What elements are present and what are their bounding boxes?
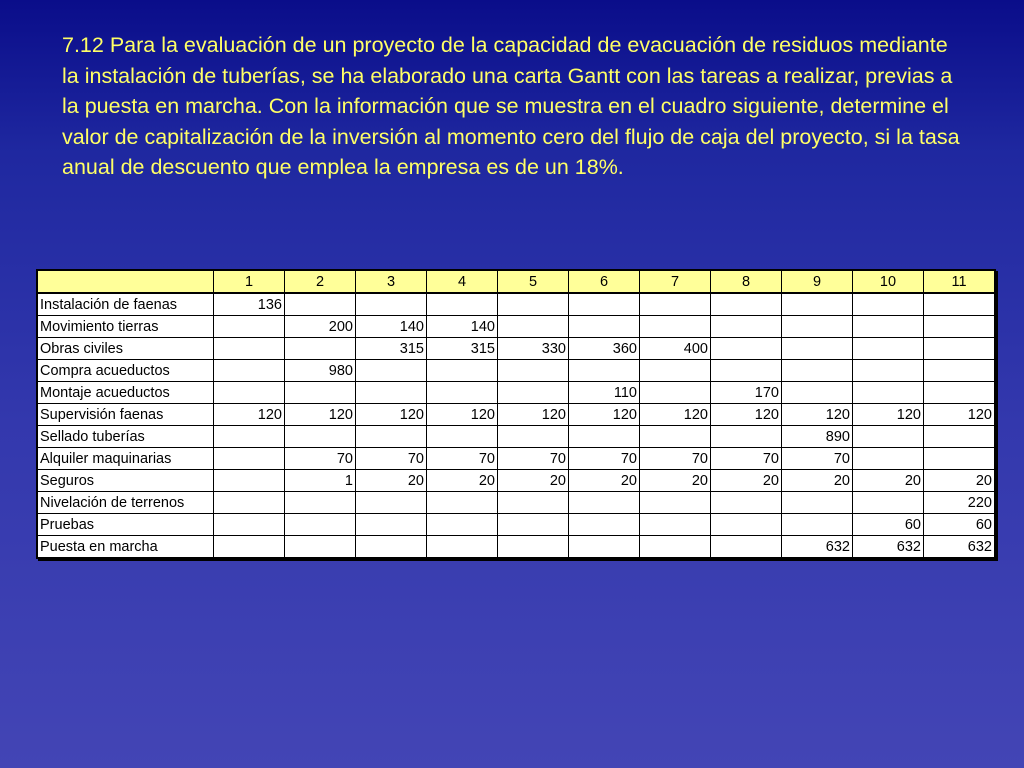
cost-cell: 120 [498,404,569,426]
cost-cell: 120 [640,404,711,426]
cost-cell: 400 [640,338,711,360]
cost-cell [569,293,640,316]
task-name: Compra acueductos [38,360,214,382]
cost-cell [285,293,356,316]
cost-cell [640,514,711,536]
cost-cell: 20 [924,470,995,492]
table-row [38,470,995,492]
period-header: 9 [782,271,853,294]
cost-cell: 120 [285,404,356,426]
cost-cell [711,338,782,360]
cost-cell: 20 [711,470,782,492]
cost-cell [214,360,285,382]
cost-cell [924,360,995,382]
cost-cell [640,293,711,316]
cost-cell [427,382,498,404]
cost-cell: 330 [498,338,569,360]
cost-cell: 70 [711,448,782,470]
cost-cell [498,293,569,316]
cost-cell [924,293,995,316]
cost-cell [285,514,356,536]
cost-cell: 70 [356,448,427,470]
cost-cell [427,514,498,536]
cost-cell [853,293,924,316]
cost-cell: 136 [214,293,285,316]
cost-cell [640,536,711,558]
cost-cell [924,426,995,448]
cost-cell [285,536,356,558]
cost-cell [498,426,569,448]
cost-cell: 140 [356,316,427,338]
cost-cell: 632 [782,536,853,558]
cost-cell [356,382,427,404]
cost-cell [711,360,782,382]
cost-cell: 315 [356,338,427,360]
cost-cell [285,382,356,404]
cost-cell [427,360,498,382]
cost-cell: 315 [427,338,498,360]
cost-cell [711,492,782,514]
cost-cell [356,360,427,382]
cost-cell: 110 [569,382,640,404]
cost-cell [782,316,853,338]
cost-cell [214,382,285,404]
cost-cell: 70 [285,448,356,470]
cost-cell [711,316,782,338]
cost-cell [640,426,711,448]
cost-cell: 60 [924,514,995,536]
cost-cell [356,293,427,316]
period-header: 2 [285,271,356,294]
period-header: 4 [427,271,498,294]
cost-cell [214,514,285,536]
cost-cell: 20 [640,470,711,492]
cost-cell: 200 [285,316,356,338]
cost-cell [214,448,285,470]
period-header: 6 [569,271,640,294]
cost-cell [214,536,285,558]
cost-cell [427,536,498,558]
cost-cell: 220 [924,492,995,514]
table-row [38,316,995,338]
table-row [38,536,995,558]
cost-cell: 980 [285,360,356,382]
period-header: 1 [214,271,285,294]
cost-cell [356,514,427,536]
cost-cell: 120 [853,404,924,426]
cost-cell [924,382,995,404]
cost-cell [782,492,853,514]
cost-cell [711,293,782,316]
cost-cell [782,360,853,382]
header-row [38,271,995,294]
cost-cell [782,382,853,404]
cost-cell: 60 [853,514,924,536]
period-header: 11 [924,271,995,294]
cost-cell [356,426,427,448]
cost-cell: 70 [498,448,569,470]
table-body [38,293,995,558]
period-header: 3 [356,271,427,294]
cost-cell: 20 [569,470,640,492]
cost-cell: 70 [782,448,853,470]
table-row [38,382,995,404]
cost-cell: 20 [356,470,427,492]
cost-cell [498,514,569,536]
cost-cell [427,492,498,514]
cost-cell [853,360,924,382]
cost-cell [569,426,640,448]
cost-cell [711,536,782,558]
task-name: Obras civiles [38,338,214,360]
cost-cell: 120 [214,404,285,426]
gantt-cost-table [36,269,996,559]
cost-cell: 120 [427,404,498,426]
cost-cell [214,338,285,360]
table-header [38,271,995,294]
task-name: Sellado tuberías [38,426,214,448]
task-name: Puesta en marcha [38,536,214,558]
cost-cell [214,470,285,492]
problem-statement: 7.12 Para la evaluación de un proyecto de la capacidad de evacuación de residuos mediante la instalación de tuberías, se ha elaborado una carta Gantt con las tareas a realizar, previas a la puesta en marcha. Con la información que se muestra en el cuadro siguiente, determine el valor de capitalización de la inversión al momento cero del flujo de caja del proyecto, si la tasa anual de descuento que emplea la empresa es de un 18%. [62,33,960,179]
cost-cell [853,382,924,404]
cost-cell: 70 [640,448,711,470]
cost-cell [569,492,640,514]
cost-cell: 70 [427,448,498,470]
task-name: Seguros [38,470,214,492]
table-row [38,338,995,360]
cost-cell [640,492,711,514]
cost-cell [285,338,356,360]
table-row [38,514,995,536]
cost-cell [356,492,427,514]
task-name: Pruebas [38,514,214,536]
cost-cell [853,448,924,470]
task-name: Alquiler maquinarias [38,448,214,470]
cost-cell: 1 [285,470,356,492]
cost-cell: 20 [427,470,498,492]
cost-cell [853,316,924,338]
cost-cell: 120 [782,404,853,426]
cost-cell [853,426,924,448]
cost-cell [853,338,924,360]
cost-cell [498,536,569,558]
cost-cell [711,514,782,536]
cost-cell: 890 [782,426,853,448]
cost-cell [498,360,569,382]
cost-cell [214,316,285,338]
task-name: Nivelación de terrenos [38,492,214,514]
cost-cell [285,492,356,514]
cost-cell [498,316,569,338]
table-row [38,360,995,382]
period-header: 7 [640,271,711,294]
cost-cell: 632 [853,536,924,558]
cost-cell [569,514,640,536]
cost-cell [640,382,711,404]
cost-cell: 120 [924,404,995,426]
cost-cell: 20 [498,470,569,492]
cost-cell: 120 [711,404,782,426]
cost-cell [498,382,569,404]
table-row [38,293,995,316]
cost-cell [924,316,995,338]
task-name: Montaje acueductos [38,382,214,404]
cost-cell: 120 [569,404,640,426]
cost-cell: 70 [569,448,640,470]
cost-cell: 170 [711,382,782,404]
cost-cell: 120 [356,404,427,426]
cost-cell [356,536,427,558]
cost-cell [285,426,356,448]
task-name: Supervisión faenas [38,404,214,426]
task-name: Movimiento tierras [38,316,214,338]
cost-cell [782,338,853,360]
cost-cell [782,514,853,536]
cost-cell: 20 [782,470,853,492]
cost-cell [853,492,924,514]
table-row [38,492,995,514]
cost-cell [214,426,285,448]
task-name: Instalación de faenas [38,293,214,316]
cost-cell [427,293,498,316]
cost-table [37,270,995,558]
table-row [38,448,995,470]
period-header: 8 [711,271,782,294]
cost-cell [782,293,853,316]
cost-cell: 632 [924,536,995,558]
cost-cell [640,360,711,382]
table-row [38,404,995,426]
period-header: 5 [498,271,569,294]
cost-cell [924,448,995,470]
corner-cell [38,271,214,294]
cost-cell: 20 [853,470,924,492]
cost-cell [924,338,995,360]
cost-cell [711,426,782,448]
cost-cell [427,426,498,448]
cost-cell: 140 [427,316,498,338]
cost-cell [569,316,640,338]
cost-cell [569,360,640,382]
cost-cell: 360 [569,338,640,360]
period-header: 10 [853,271,924,294]
cost-cell [498,492,569,514]
cost-cell [569,536,640,558]
cost-cell [640,316,711,338]
table-row [38,426,995,448]
cost-cell [214,492,285,514]
